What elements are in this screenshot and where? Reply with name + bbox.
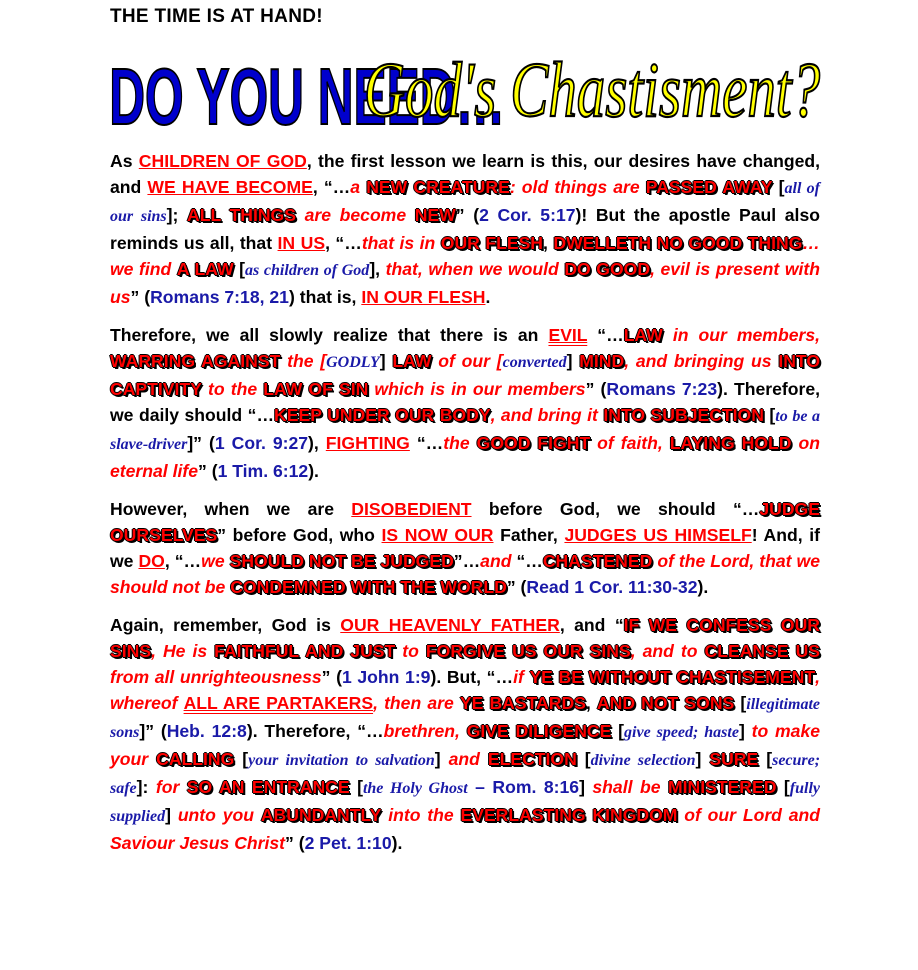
scripture: shall be — [592, 777, 668, 797]
keyword: CLEANSE US — [704, 641, 821, 661]
text: , “… — [325, 233, 362, 253]
scripture: in our members, — [662, 325, 820, 345]
text: ], — [369, 259, 386, 279]
scripture: the — [443, 433, 477, 453]
headline-part1: DO YOU NEED… — [109, 53, 506, 136]
scripture: to make your — [110, 721, 821, 769]
reference: 1 Tim. 6:12 — [217, 461, 309, 481]
text: [ — [772, 177, 785, 197]
text: [ — [611, 721, 625, 741]
reference: 1 John 1:9 — [341, 667, 431, 687]
kicker-heading: THE TIME IS AT HAND! — [110, 6, 323, 27]
keyword: FORGIVE US OUR SINS — [425, 641, 631, 661]
gloss: secure; safe — [110, 752, 821, 797]
emphasis: JUDGES US HIMSELF — [564, 525, 752, 545]
keyword: KEEP UNDER OUR BODY — [274, 405, 491, 425]
headline-part2: God's Chastisment? — [364, 46, 820, 133]
keyword: ELECTION — [487, 749, 577, 769]
keyword: YE BASTARDS — [459, 693, 586, 713]
reference: Romans 7:23 — [606, 379, 718, 399]
headline — [108, 44, 828, 136]
gloss: illegitimate sons — [110, 696, 821, 741]
text: [ — [758, 749, 773, 769]
text: ” ( — [198, 461, 218, 481]
scripture: , and bringing us — [624, 351, 779, 371]
paragraph-2 — [110, 322, 820, 484]
scripture: we — [201, 551, 230, 571]
emphasis: WE HAVE BECOME — [147, 177, 313, 197]
text: ). Therefore, we daily should “… — [110, 379, 821, 425]
text: Father, — [493, 525, 565, 545]
scripture: , then are — [373, 693, 460, 713]
scripture: , and bring it — [490, 405, 604, 425]
text: ” ( — [506, 577, 527, 597]
text: However, when we are — [110, 499, 352, 519]
emphasis: EVIL — [548, 325, 588, 345]
text: ” ( — [130, 287, 151, 307]
text: ” ( — [585, 379, 607, 399]
scripture: and — [480, 551, 512, 571]
keyword: GIVE DILIGENCE — [466, 721, 612, 741]
keyword: CONDEMNED WITH THE WORLD — [230, 577, 507, 597]
text: ] — [165, 805, 178, 825]
gloss: divine selection — [590, 752, 696, 769]
keyword: ABUNDANTLY — [260, 805, 382, 825]
keyword: LAW — [392, 351, 432, 371]
text: before God, we should “… — [471, 499, 760, 519]
keyword: INTO CAPTIVITY — [110, 351, 821, 399]
text: ] — [695, 749, 710, 769]
emphasis: IN US — [277, 233, 326, 253]
keyword: YE BE WITHOUT CHASTISEMENT — [529, 667, 816, 687]
text: )! But the apostle Paul also reminds us all, that — [110, 205, 820, 253]
scripture: unto you — [177, 805, 261, 825]
text: ] — [434, 749, 449, 769]
text: ]; — [166, 205, 187, 225]
text: , and “ — [559, 615, 624, 635]
text: , — [585, 693, 597, 713]
text: ). But, “… — [430, 667, 514, 687]
scripture: , evil is present with us — [110, 259, 820, 307]
scripture: if — [513, 667, 530, 687]
scripture: to — [395, 641, 426, 661]
text: “… — [587, 325, 624, 345]
paragraph-4 — [110, 612, 820, 856]
scripture: are become — [295, 205, 415, 225]
reference: Read 1 Cor. 11:30-32 — [526, 577, 698, 597]
text: ] — [579, 777, 593, 797]
reference: Heb. 12:8 — [166, 721, 247, 741]
text: Therefore, we all slowly realize that there is an — [110, 325, 549, 345]
emphasis: OUR HEAVENLY FATHER — [340, 615, 560, 635]
reference: 2 Pet. 1:10 — [304, 833, 392, 853]
text: ” ( — [455, 205, 480, 225]
keyword: MINISTERED — [667, 777, 777, 797]
keyword: SO AN ENTRANCE — [186, 777, 350, 797]
keyword: OUR FLESH — [440, 233, 544, 253]
keyword: SHOULD NOT BE JUDGED — [229, 551, 454, 571]
text: , the first lesson we learn is this, our desires have changed, and — [110, 151, 820, 197]
scripture: and — [448, 749, 488, 769]
text: ). Therefore, “… — [246, 721, 384, 741]
reference: 1 Cor. 9:27 — [214, 433, 309, 453]
text: , “… — [312, 177, 351, 197]
text: ). — [391, 833, 403, 853]
text: [ — [233, 259, 246, 279]
scripture: of the Lord, that we should not be — [110, 551, 820, 597]
text: [ — [734, 693, 747, 713]
text: ] — [738, 721, 752, 741]
gloss: GODLY — [326, 354, 380, 371]
text: ” before God, who — [217, 525, 382, 545]
scripture: , whereof — [110, 667, 821, 713]
text: “… — [409, 433, 444, 453]
headline-graphic — [108, 44, 828, 136]
keyword: INTO SUBJECTION — [603, 405, 764, 425]
keyword: ALL THINGS — [187, 205, 296, 225]
scripture: the [ — [280, 351, 327, 371]
keyword: FAITHFUL AND JUST — [214, 641, 396, 661]
scripture: brethren, — [383, 721, 467, 741]
keyword: IF WE CONFESS OUR SINS — [110, 615, 820, 661]
scripture: , and to — [630, 641, 705, 661]
emphasis: IS NOW OUR — [381, 525, 494, 545]
reference: Romans 7:18, 21 — [150, 287, 289, 307]
scripture: on eternal life — [110, 433, 820, 481]
gloss: converted — [502, 354, 567, 371]
scripture: that is in — [361, 233, 441, 253]
paragraph-1 — [110, 148, 820, 310]
keyword: SURE — [709, 749, 759, 769]
emphasis: DISOBEDIENT — [351, 499, 472, 519]
text: ), — [308, 433, 326, 453]
scripture: of our Lord and Saviour Jesus Christ — [110, 805, 821, 853]
text: ” ( — [321, 667, 342, 687]
keyword: NEW CREATURE — [366, 177, 510, 197]
keyword: LAW — [623, 325, 663, 345]
text: [ — [576, 749, 591, 769]
text: ). — [697, 577, 709, 597]
scripture: which is in our members — [368, 379, 586, 399]
keyword: NEW — [414, 205, 456, 225]
emphasis: DO — [138, 551, 165, 571]
keyword: A LAW — [176, 259, 234, 279]
gloss: fully supplied — [110, 780, 821, 825]
gloss: give speed; haste — [624, 724, 739, 741]
scripture: into the — [381, 805, 461, 825]
reference: – Rom. 8:16 — [467, 777, 580, 797]
keyword: PASSED AWAY — [645, 177, 773, 197]
emphasis: IN OUR FLESH — [361, 287, 486, 307]
text: As — [110, 151, 139, 171]
keyword: CALLING — [156, 749, 235, 769]
scripture: to the — [201, 379, 264, 399]
keyword: DO GOOD — [564, 259, 651, 279]
scripture: that, when we would — [385, 259, 565, 279]
keyword: GOOD FIGHT — [476, 433, 591, 453]
paragraph-3 — [110, 496, 820, 600]
gloss: all of our sins — [110, 180, 820, 225]
text: ) that is, — [288, 287, 362, 307]
gloss: to be a slave-driver — [110, 408, 821, 453]
emphasis: CHILDREN OF GOD — [138, 151, 307, 171]
text: ]” ( — [139, 721, 167, 741]
text: ] — [379, 351, 393, 371]
keyword: WARRING AGAINST — [110, 351, 281, 371]
text: . — [485, 287, 491, 307]
text: , — [543, 233, 554, 253]
text: ” ( — [285, 833, 305, 853]
keyword: CHASTENED — [542, 551, 653, 571]
emphasis: FIGHTING — [325, 433, 410, 453]
scripture: : old things are — [509, 177, 646, 197]
text: ! And, if we — [110, 525, 820, 571]
article-body — [110, 148, 820, 868]
scripture: of our [ — [431, 351, 503, 371]
keyword: DWELLETH NO GOOD THING — [553, 233, 803, 253]
text: ). — [308, 461, 319, 481]
text: [ — [776, 777, 790, 797]
gloss: your invitation to salvation — [248, 752, 435, 769]
text: ]: — [136, 777, 156, 797]
text: [ — [763, 405, 776, 425]
gloss: as children of God — [245, 262, 370, 279]
text: “… — [511, 551, 543, 571]
scripture: of faith, — [590, 433, 670, 453]
emphasis: ALL ARE PARTAKERS — [183, 693, 374, 713]
keyword: AND NOT SONS — [596, 693, 735, 713]
scripture: …we find — [110, 233, 820, 279]
scripture: a — [350, 177, 367, 197]
text: ”… — [453, 551, 481, 571]
text: ] — [566, 351, 580, 371]
text: [ — [349, 777, 363, 797]
keyword: LAW OF SIN — [263, 379, 369, 399]
keyword: JUDGE OURSELVES — [110, 499, 820, 545]
text: , “… — [164, 551, 202, 571]
text: [ — [234, 749, 249, 769]
scripture: from all unrighteousness — [110, 667, 322, 687]
scripture: , He is — [151, 641, 215, 661]
keyword: EVERLASTING KINGDOM — [460, 805, 678, 825]
reference: 2 Cor. 5:17 — [479, 205, 576, 225]
gloss: the Holy Ghost — [362, 780, 468, 797]
keyword: LAYING HOLD — [669, 433, 792, 453]
text: Again, remember, God is — [110, 615, 341, 635]
scripture: for — [155, 777, 187, 797]
keyword: MIND — [579, 351, 625, 371]
text: ]” ( — [187, 433, 215, 453]
